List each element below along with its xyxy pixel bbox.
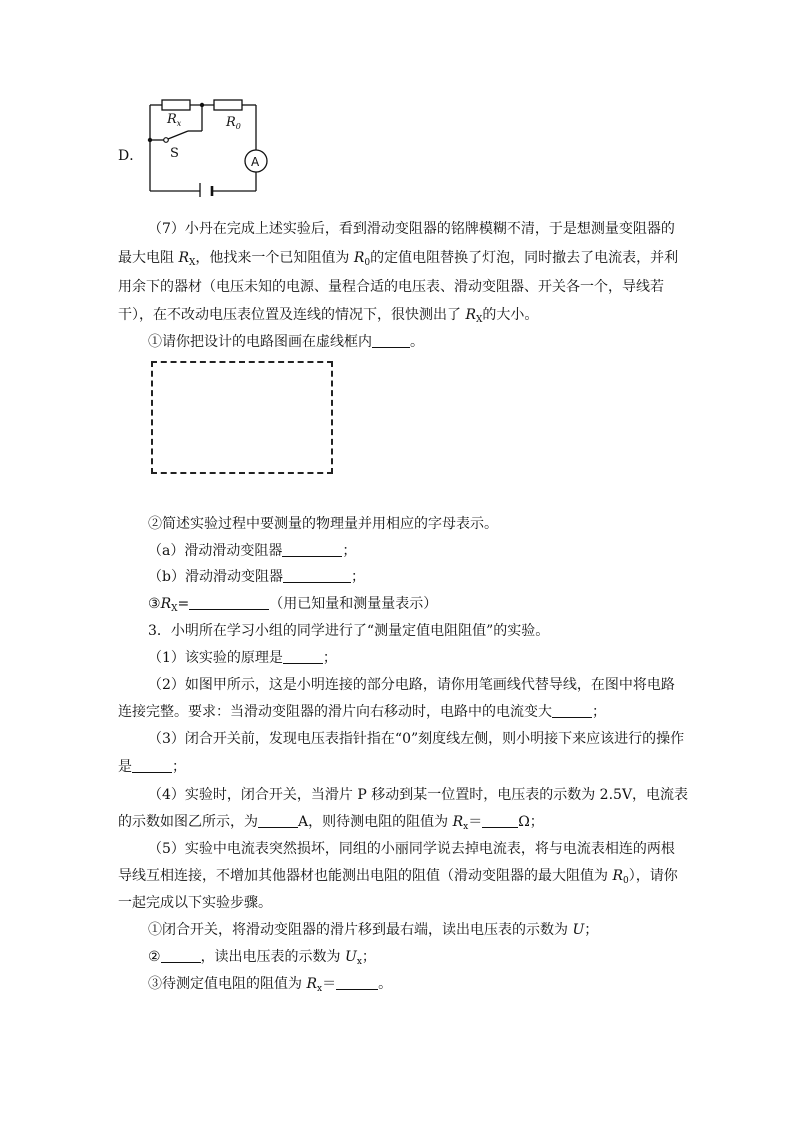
q3-sub2-line2: 连接完整。要求：当滑动变阻器的滑片向右移动时，电路中的电流变大 ； xyxy=(118,704,606,720)
answer-blank[interactable] xyxy=(336,975,378,990)
q3-sub4-line1: （4）实验时，闭合开关，当滑片 P 移动到某一位置时，电压表的示数为 2.5V，电流表 xyxy=(148,787,689,803)
answer-blank[interactable] xyxy=(552,703,592,718)
option-label: D． xyxy=(118,148,144,164)
q3-step2: ② ，读出电压表的示数为 $U_x$； xyxy=(148,949,376,967)
p7-question1: ①请你把设计的电路图画在虚线框内 。 xyxy=(148,334,424,350)
resistor-r0 xyxy=(214,100,242,110)
q3-intro: 3．小明所在学习小组的同学进行了“测量定值电阻阻值”的实验。 xyxy=(148,623,550,639)
junction-dot xyxy=(200,103,204,107)
q3-sub5-line2: 导线互相连接，不增加其他器材也能测出电阻的阻值（滑动变阻器的最大阻值为 $R_0$），请你 xyxy=(118,868,678,886)
p7-question2: ②简述实验过程中要测量的物理量并用相应的字母表示。 xyxy=(148,516,498,532)
label-rx: $R_x$ xyxy=(167,112,182,128)
label-ammeter: A xyxy=(251,155,260,169)
junction-dot xyxy=(148,138,152,142)
answer-blank[interactable] xyxy=(282,542,342,557)
q3-sub2-line1: （2）如图甲所示，这是小明连接的部分电路，请你用笔画线代替导线，在图中将电路 xyxy=(148,677,675,693)
p7-line2: 最大电阻 $R_X$，他找来一个已知阻值为 $R_0$的定值电阻替换了灯泡，同时撤去了电流表，并利 xyxy=(118,250,679,268)
resistor-rx xyxy=(162,100,190,110)
answer-blank[interactable] xyxy=(189,595,269,610)
q3-sub1: （1）该实验的原理是 ； xyxy=(148,650,337,666)
q3-step1: ①闭合开关，将滑动变阻器的滑片移到最右端，读出电压表的示数为 U； xyxy=(148,922,599,938)
p7-step-b: （b）滑动滑动变阻器 ； xyxy=(148,569,365,585)
p7-line1: （7）小丹在完成上述实验后，看到滑动变阻器的铭牌模糊不清，于是想测量变阻器的 xyxy=(148,221,675,237)
p7-step-a: （a）滑动滑动变阻器 ； xyxy=(148,543,357,559)
q3-sub5-line1: （5）实验中电流表突然损坏，同组的小丽同学说去掉电流表，将与电流表相连的两根 xyxy=(148,841,675,857)
answer-blank[interactable] xyxy=(283,568,351,583)
q3-step3: ③待测定值电阻的阻值为 $R_x=$ 。 xyxy=(148,976,393,994)
p7-question3: $③R_X=$ （用已知量和测量量表示） xyxy=(148,596,438,614)
label-switch: S xyxy=(170,146,179,161)
answer-blank[interactable] xyxy=(132,758,172,773)
answer-blank[interactable] xyxy=(372,333,410,348)
q3-sub3-line1: （3）闭合开关前，发现电压表指针指在“0”刻度线左侧，则小明接下来应该进行的操作 xyxy=(148,731,685,747)
q3-sub4-line2: 的示数如图乙所示，为 A，则待测电阻的阻值为 $R_x= \Omega$； xyxy=(118,814,544,832)
answer-blank[interactable] xyxy=(258,813,298,828)
p7-line4: 干），在不改动电压表位置及连线的情况下，很快测出了 $R_X$的大小。 xyxy=(118,307,539,325)
q3-sub5-line3: 一起完成以下实验步骤。 xyxy=(118,895,272,911)
answer-blank[interactable] xyxy=(283,649,323,664)
circuit-diagram xyxy=(142,95,272,197)
answer-blank[interactable] xyxy=(161,948,201,963)
answer-blank[interactable] xyxy=(482,813,518,828)
p7-line3: 用余下的器材（电压未知的电源、量程合适的电压表、滑动变阻器、开关各一个，导线若 xyxy=(118,279,664,295)
label-r0: $R_0$ xyxy=(226,115,241,131)
drawing-box[interactable] xyxy=(151,361,333,474)
switch-icon xyxy=(164,138,169,143)
q3-sub3-line2: 是 ； xyxy=(118,759,186,775)
